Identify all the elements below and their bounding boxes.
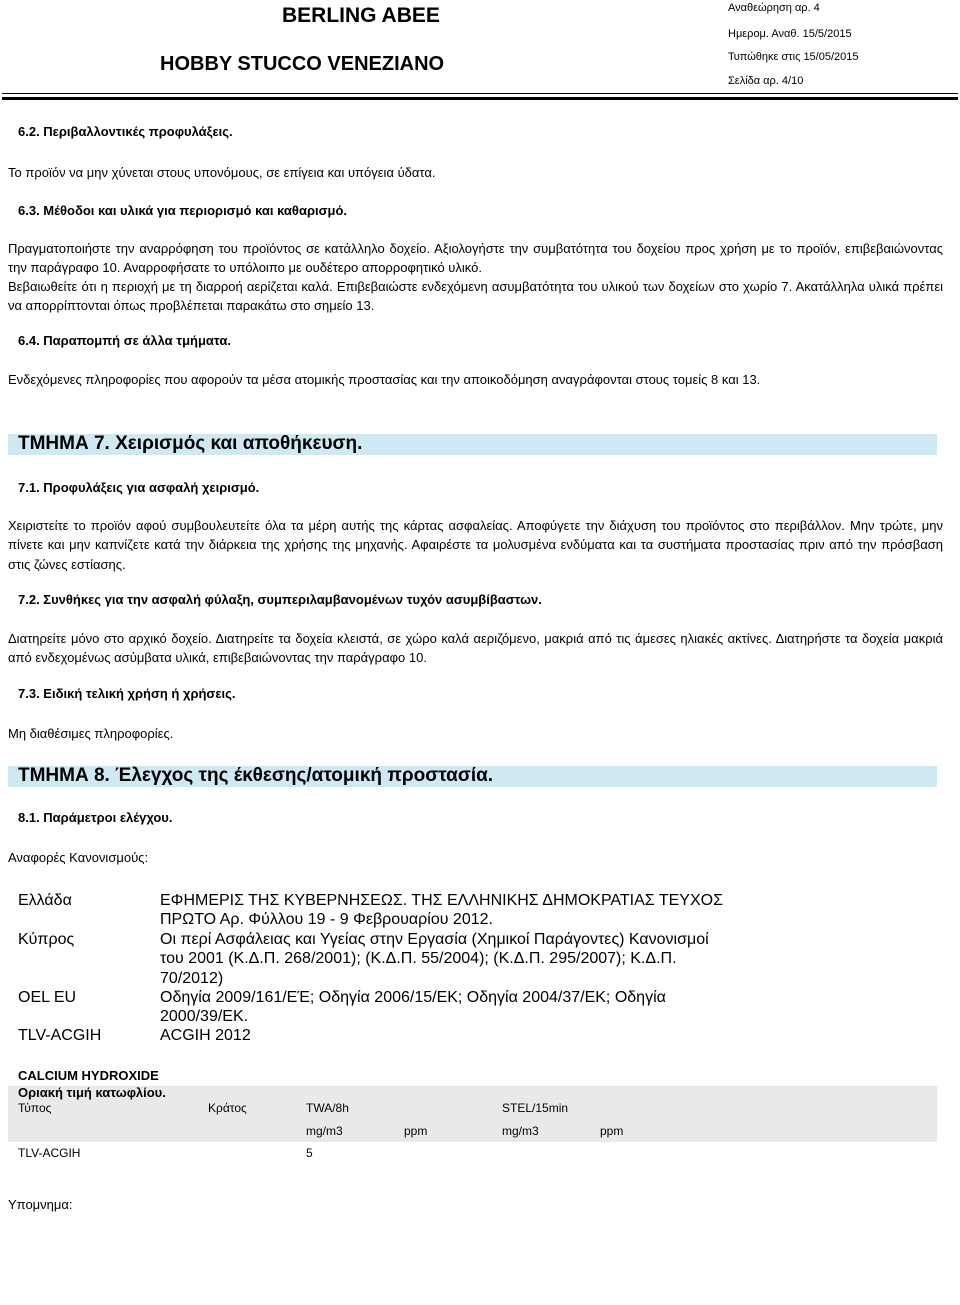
reg-text: ΕΦΗΜΕΡΙΣ ΤΗΣ ΚΥΒΕΡΝΗΣΕΩΣ. ΤΗΣ ΕΛΛΗΝΙΚΗΣ ΔΗΜΟΚΡΑΤΙΑΣ ΤΕΥΧΟΣ ΠΡΩΤΟ Αρ. Φύλλου 19 - 9 Φεβρουαρίου 2012. bbox=[160, 892, 723, 929]
product-name: HOBBY STUCCO VENEZIANO bbox=[160, 53, 445, 75]
header-rule-thin bbox=[2, 93, 958, 94]
substance-name: CALCIUM HYDROXIDE bbox=[18, 1068, 159, 1083]
col-stel: STEL/15min bbox=[502, 1101, 569, 1115]
heading-7-2: 7.2. Συνθήκες για την ασφαλή φύλαξη, συμπεριλαμβανομένων τυχόν ασυμβίβαστων. bbox=[18, 592, 542, 607]
unit-stel-mgm3: mg/m3 bbox=[502, 1124, 539, 1138]
revision-date: Ημερομ. Αναθ. 15/5/2015 bbox=[728, 28, 852, 40]
header-rule-thick bbox=[2, 97, 958, 100]
row-type: TLV-ACGIH bbox=[18, 1146, 81, 1160]
heading-8-1: 8.1. Παράμετροι ελέγχου. bbox=[18, 810, 173, 825]
reg-country: OEL EU bbox=[18, 989, 77, 1006]
company-name: BERLING ABEE bbox=[282, 4, 440, 27]
heading-6-4: 6.4. Παραπομπή σε άλλα τμήματα. bbox=[18, 333, 231, 348]
reg-country: TLV-ACGIH bbox=[18, 1027, 102, 1044]
text-6-3-b: Βεβαιωθείτε ότι η περιοχή με τη διαρροή αερίζεται καλά. Επιβεβαιώστε ενδεχόμενη ασυμβατότητα του υλικού των δοχείων στο χωρίο 7. Ακατάλληλα υλικά πρέπει να απορρίπτονται όπως προβλέπεται παρακάτω στο σημείο 13. bbox=[8, 279, 943, 314]
legend-label: Υπομνημα: bbox=[8, 1197, 73, 1212]
row-twa-value: 5 bbox=[306, 1146, 313, 1160]
text-6-2: Το προϊόν να μην χύνεται στους υπονόμους, σε επίγεια και υπόγεια ύδατα. bbox=[8, 165, 436, 180]
unit-twa-ppm: ppm bbox=[404, 1124, 428, 1138]
heading-6-2: 6.2. Περιβαλλοντικές προφυλάξεις. bbox=[18, 124, 233, 139]
heading-6-3: 6.3. Μέθοδοι και υλικά για περιορισμό και καθαρισμό. bbox=[18, 203, 347, 218]
reg-country: Ελλάδα bbox=[18, 892, 72, 909]
section-8-title: ΤΜΗΜΑ 8. Έλεγχος της έκθεσης/ατομική προστασία. bbox=[18, 765, 494, 786]
heading-7-3: 7.3. Ειδική τελική χρήση ή χρήσεις. bbox=[18, 686, 236, 701]
text-7-1: Χειριστείτε το προϊόν αφού συμβουλευτείτε όλα τα μέρη αυτής της κάρτας ασφαλείας. Αποφύγετε την διάχυση του προϊόντος στο περιβάλλον. Μην τρώτε, μην πίνετε και μην καπνίζετε κατά την διάρκεια της χρήσης της μηχανής. Αφαιρέστε τα μολυσμένα ενδύματα και τα συστήματα προστασίας πριν από την πρόσβαση στις ζώνες εστίασης. bbox=[8, 518, 943, 572]
threshold-label: Οριακή τιμή κατωφλίου. bbox=[18, 1085, 166, 1100]
revision-number: Αναθεώρηση αρ. 4 bbox=[728, 2, 820, 14]
col-twa: TWA/8h bbox=[306, 1101, 349, 1115]
section-7-banner bbox=[8, 434, 937, 455]
col-state: Κράτος bbox=[208, 1101, 247, 1115]
print-date: Τυπώθηκε στις 15/05/2015 bbox=[728, 51, 859, 63]
text-7-2: Διατηρείτε μόνο στο αρχικό δοχείο. Διατηρείτε τα δοχεία κλειστά, σε χώρο καλά αεριζόμενο, μακριά από τις άμεσες ηλιακές ακτίνες. Διατηρήστε τα δοχεία μακριά από ενδεχομένως ασύμβατα υλικά, επιβεβαιώνοντας την παράγραφο 10. bbox=[8, 631, 943, 666]
section-8-banner bbox=[8, 766, 937, 787]
text-6-4: Ενδεχόμενες πληροφορίες που αφορούν τα μέσα ατομικής προστασίας και την αποικοδόμηση αναγράφονται στους τομείς 8 και 13. bbox=[8, 372, 761, 387]
reg-text: ACGIH 2012 bbox=[160, 1027, 251, 1044]
heading-7-1: 7.1. Προφυλάξεις για ασφαλή χειρισμό. bbox=[18, 480, 260, 495]
page-number: Σελίδα αρ. 4/10 bbox=[728, 75, 804, 87]
section-7-title: ΤΜΗΜΑ 7. Χειρισμός και αποθήκευση. bbox=[18, 433, 363, 454]
reg-country: Κύπρος bbox=[18, 931, 75, 948]
unit-stel-ppm: ppm bbox=[600, 1124, 624, 1138]
reg-text: Οδηγία 2009/161/ΕΈ; Οδηγία 2006/15/ΕΚ; Οδηγία 2004/37/ΕΚ; Οδηγία 2000/39/ΕΚ. bbox=[160, 989, 666, 1026]
unit-twa-mgm3: mg/m3 bbox=[306, 1124, 343, 1138]
reg-text: Οι περί Ασφάλειας και Υγείας στην Εργασία (Χημικοί Παράγοντες) Κανονισμοί του 2001 (Κ.Δ.Π. 268/2001); (Κ.Δ.Π. 55/2004); (Κ.Δ.Π. 295/2007); Κ.Δ.Π. 70/2012) bbox=[160, 931, 709, 987]
text-6-3-a: Πραγματοποιήστε την αναρρόφηση του προϊόντος σε κατάλληλο δοχείο. Αξιολογήστε την συμβατότητα του δοχείου προς χρήση με το προϊόν, επιβεβαιώνοντας την παράγραφο 10. Αναρροφήσατε το υπόλοιπο με ουδέτερο απορροφητικό υλικό. bbox=[8, 241, 943, 276]
text-7-3: Μη διαθέσιμες πληροφορίες. bbox=[8, 726, 174, 741]
regulations-label: Αναφορές Κανονισμούς: bbox=[8, 850, 149, 865]
col-type: Τύπος bbox=[18, 1101, 52, 1115]
